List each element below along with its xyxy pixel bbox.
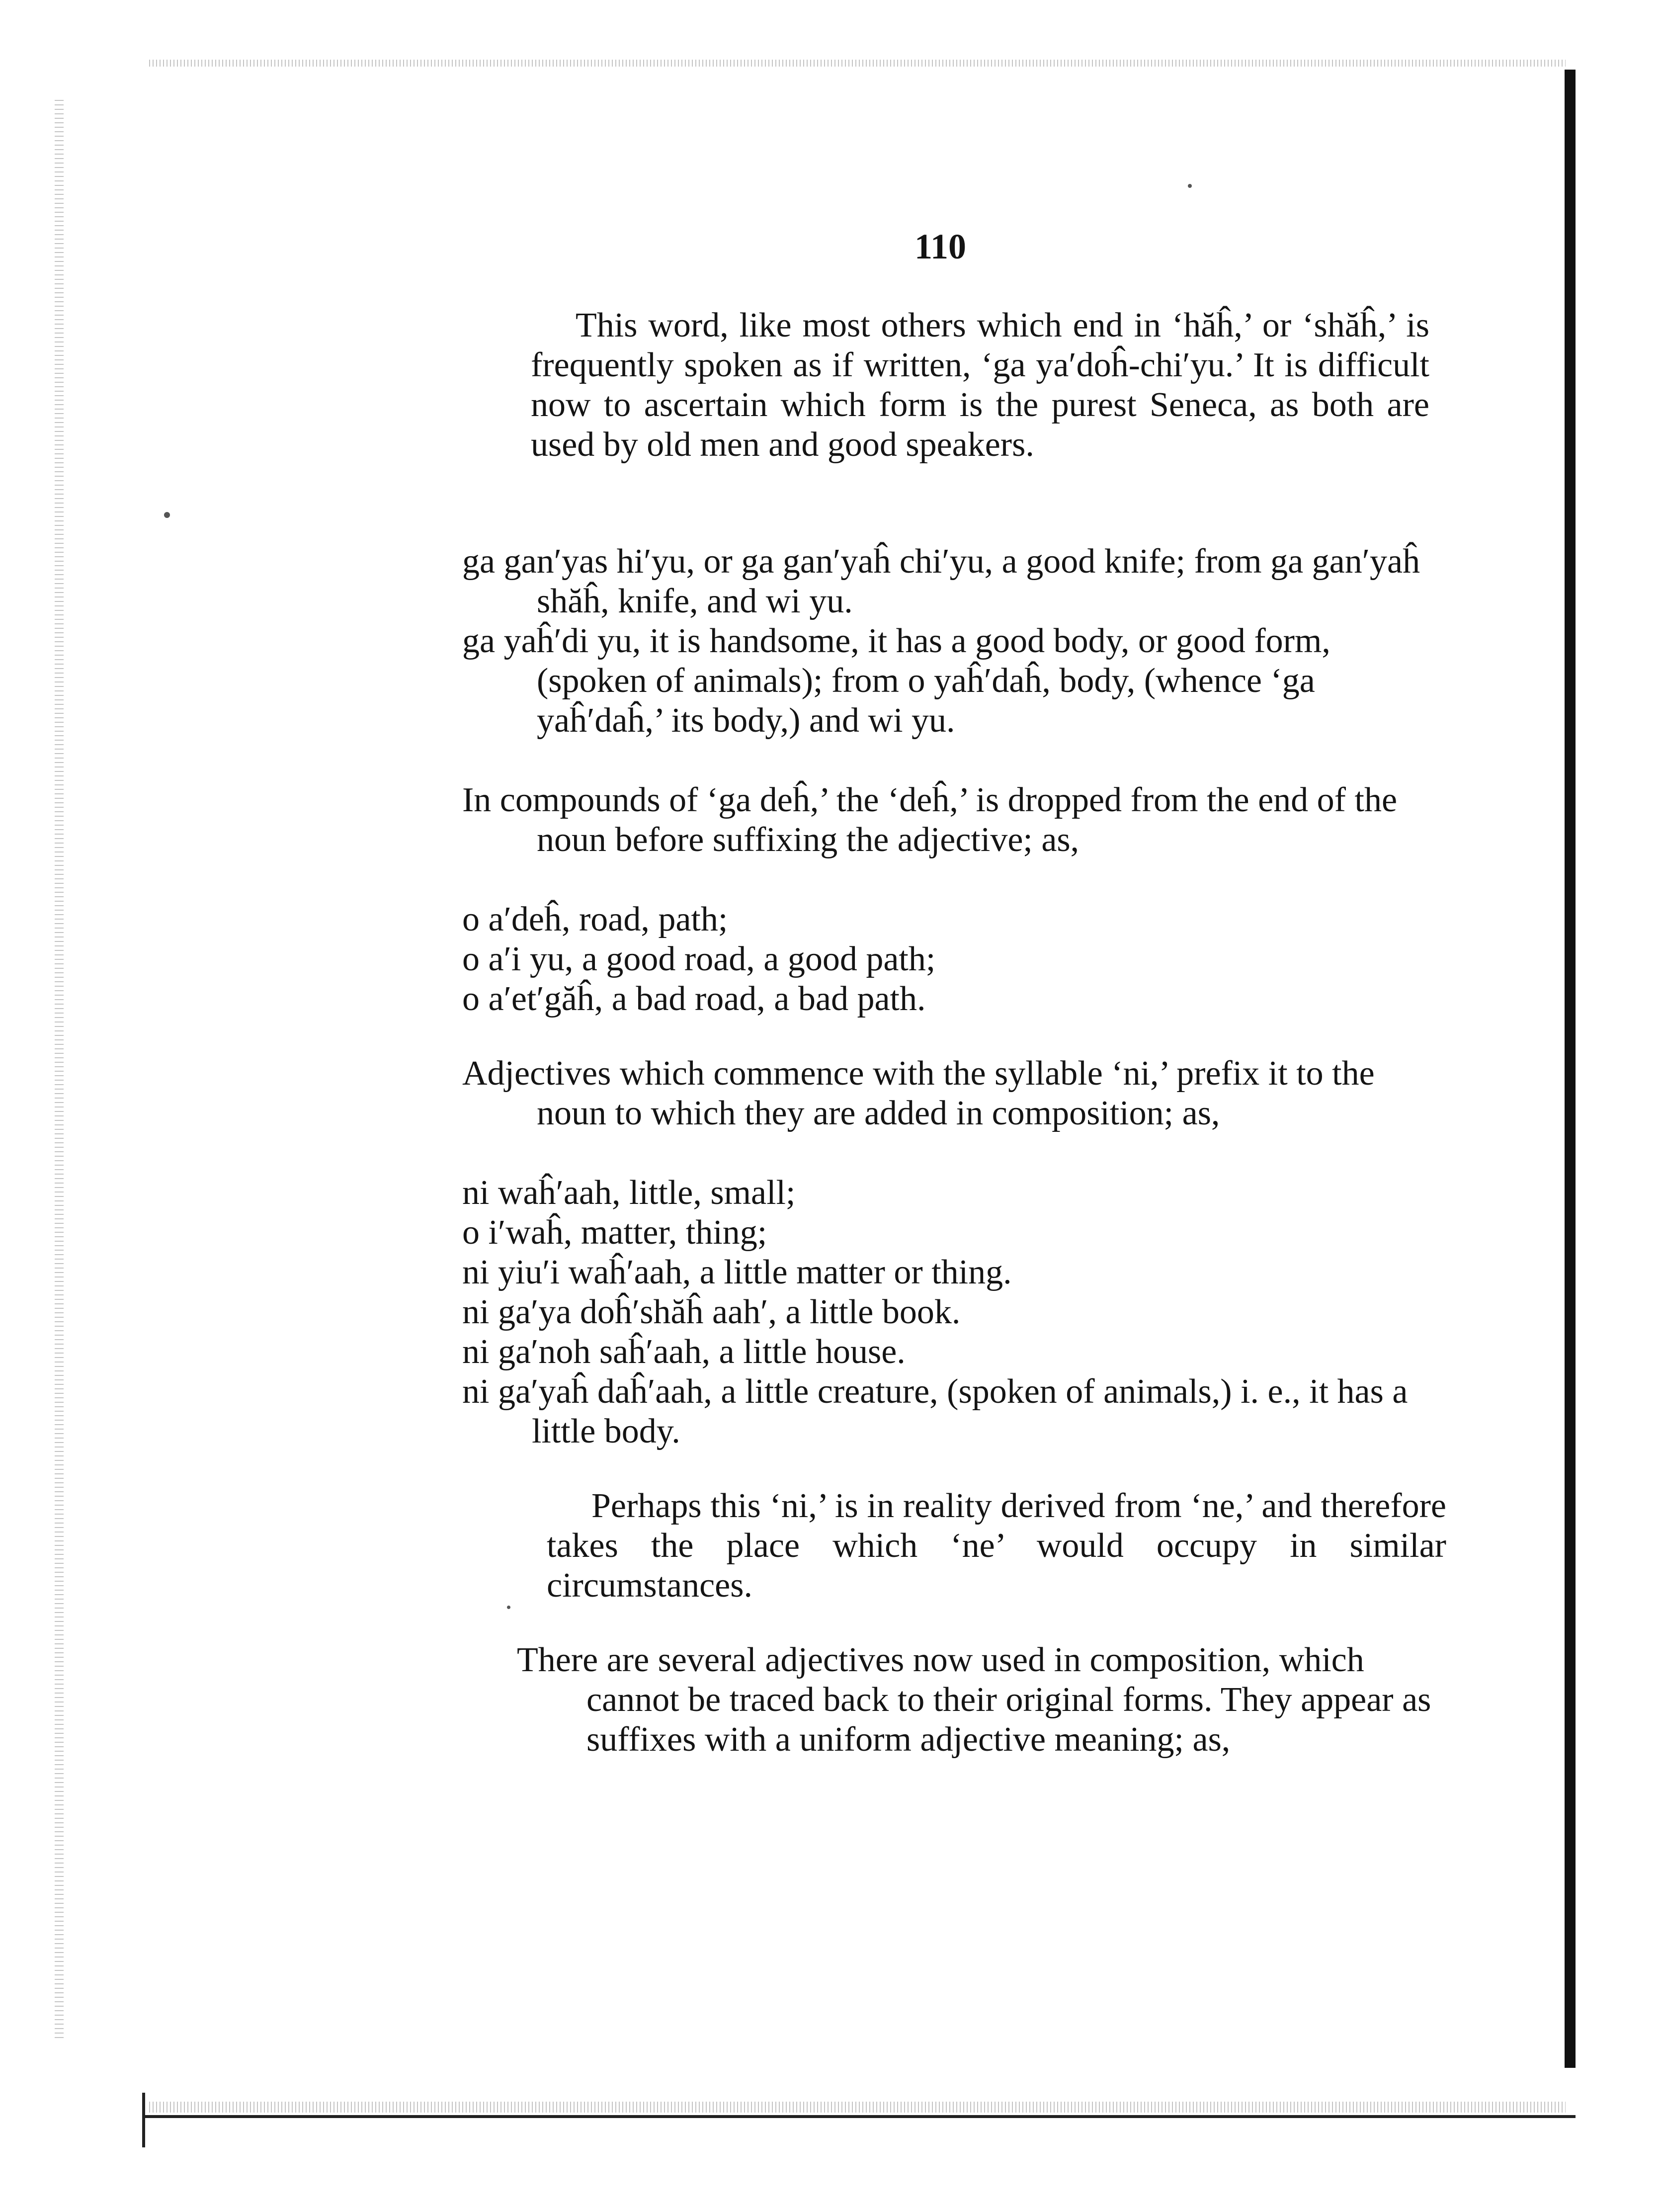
rule-text: There are several adjectives now used in composition, which cannot be traced back to their original forms. They appear as suffixes with a uniform adjective meaning; as, (517, 1641, 1431, 1759)
rule-text: In compounds of ‘ga deĥ,’ the ‘deĥ,’ is dropped from the end of the noun before suffixing the adjective; as, (462, 781, 1398, 859)
example-line: ni yiu′i waĥ′aah, a little matter or thing. (462, 1253, 1012, 1291)
example-line: o i′waĥ, matter, thing; (462, 1213, 767, 1252)
rule-text: Adjectives which commence with the syllable ‘ni,’ prefix it to the noun to which they are added in composition; as, (462, 1054, 1375, 1132)
example-line: o a′deĥ, road, path; (462, 900, 728, 938)
bottom-edge-noise (149, 2102, 1566, 2113)
example-line: ni ga′noh saĥ′aah, a little house. (462, 1333, 906, 1371)
rule-paragraph-3 (517, 1640, 1446, 1760)
speck (1188, 184, 1192, 188)
rule-paragraph-1 (462, 780, 1436, 860)
speck (164, 512, 170, 518)
speck (507, 1606, 510, 1609)
example-entry: ni ga′yaĥ daĥ′aah, a little creature, (spoken of animals,) i. e., it has a little body. (462, 1372, 1408, 1450)
note-paragraph-2 (547, 1486, 1446, 1606)
examples-block-1 (462, 900, 1436, 1019)
example-line: ni waĥ′aah, little, small; (462, 1174, 796, 1212)
page-number: 110 (914, 227, 967, 266)
right-margin-rule (1565, 70, 1576, 2068)
note-paragraph-1 (531, 306, 1429, 465)
note-text: Perhaps this ‘ni,’ is in reality derived from ‘ne,’ and therefore takes the place which ‘ne’ would occupy in similar circumstances. (547, 1487, 1446, 1605)
example-line: ni ga′ya doĥ′shăĥ aah′, a little book. (462, 1293, 961, 1331)
rule-paragraph-2 (462, 1054, 1436, 1133)
left-edge-noise (55, 99, 64, 2038)
example-line: o a′i yu, a good road, a good path; (462, 940, 936, 978)
entries-block-1 (462, 542, 1436, 741)
example-line: o a′et′găĥ, a bad road, a bad path. (462, 980, 926, 1018)
entry: ga gan′yas hi′yu, or ga gan′yaĥ chi′yu, a good knife; from ga gan′yaĥ shăĥ, knife, and wi yu. (462, 542, 1420, 620)
note-text: This word, like most others which end in ‘hăĥ,’ or ‘shăĥ,’ is frequently spoken as if written, ‘ga ya′doĥ-chi′yu.’ It is difficult now to ascertain which form is the purest Seneca, as both are used by old men and good speakers. (531, 306, 1429, 464)
examples-block-2 (462, 1173, 1456, 1451)
top-edge-noise (149, 60, 1566, 67)
bottom-left-tick (142, 2093, 145, 2147)
bottom-margin-rule (144, 2115, 1576, 2118)
entry: ga yaĥ′di yu, it is handsome, it has a good body, or good form, (spoken of animals); from o yaĥ′daĥ, body, (whence ‘ga yaĥ′daĥ,’ its body,) and wi yu. (462, 622, 1330, 740)
